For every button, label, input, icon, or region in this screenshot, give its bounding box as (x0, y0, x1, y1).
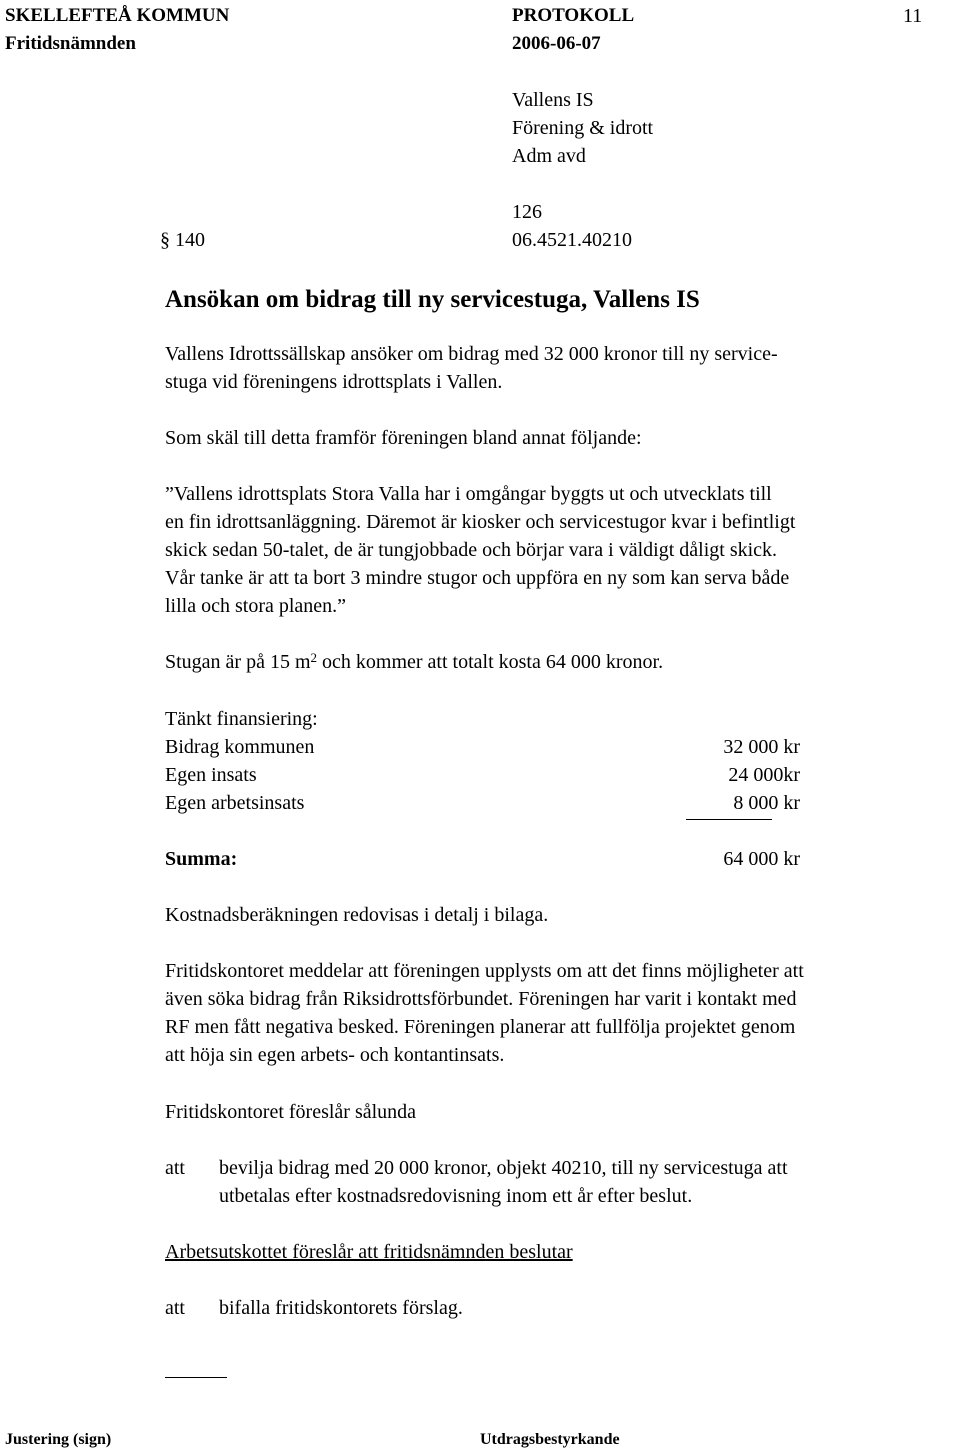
committee-proposal-keyword: att (165, 1297, 185, 1319)
committee-proposal-heading: Arbetsutskottet föreslår att fritidsnämnden beslutar (165, 1241, 573, 1263)
footer-signature-label: Justering (sign) (5, 1431, 112, 1448)
financing-label-own-contribution: Egen insats (165, 764, 257, 786)
footer-certification-label: Utdragsbestyrkande (480, 1431, 620, 1448)
quote-line-1: ”Vallens idrottsplats Stora Valla har i omgångar byggts ut och utvecklats till (165, 483, 772, 505)
document-title: Ansökan om bidrag till ny servicestuga, Vallens IS (165, 286, 700, 313)
size-sentence (165, 648, 663, 676)
committee-name: Fritidsnämnden (5, 33, 136, 54)
recipient-dept: Förening & idrott (512, 117, 654, 139)
financing-heading: Tänkt finansiering: (165, 708, 318, 730)
financing-label-municipal-grant: Bidrag kommunen (165, 736, 315, 758)
office-statement-line-4: att höja sin egen arbets- och kontantinsats. (165, 1044, 505, 1066)
diary-number: 06.4521.40210 (512, 229, 632, 251)
intro-line-2: stuga vid föreningens idrottsplats i Vallen. (165, 371, 503, 393)
financing-total-amount: 64 000 kr (723, 848, 800, 870)
committee-proposal-text: bifalla fritidskontorets förslag. (219, 1297, 463, 1319)
office-statement-line-3: RF men fått negativa besked. Föreningen planerar att fullfölja projektet genom (165, 1016, 796, 1038)
quote-line-5: lilla och stora planen.” (165, 595, 347, 617)
financing-amount-own-contribution: 24 000kr (728, 764, 800, 786)
square-superscript: 2 (310, 650, 318, 665)
separator-rule (165, 1377, 227, 1378)
size-sentence-end: och kommer att totalt kosta 64 000 kronor. (317, 651, 664, 673)
document-type: PROTOKOLL (512, 5, 635, 26)
quote-line-4: Vår tanke är att ta bort 3 mindre stugor och uppföra en ny som kan serva både (165, 567, 790, 589)
sum-underline (686, 819, 772, 820)
financing-amount-own-labour: 8 000 kr (733, 792, 800, 814)
quote-line-2: en fin idrottsanläggning. Däremot är kiosker och servicestugor kvar i befintligt (165, 511, 796, 533)
office-statement-line-2: även söka bidrag från Riksidrottsförbundet. Föreningen har varit i kontakt med (165, 988, 797, 1010)
office-proposal-heading: Fritidskontoret föreslår sålunda (165, 1101, 417, 1123)
recipient-unit: Adm avd (512, 145, 586, 167)
financing-label-own-labour: Egen arbetsinsats (165, 792, 305, 814)
intro-line-1: Vallens Idrottssällskap ansöker om bidrag med 32 000 kronor till ny service- (165, 343, 778, 365)
reasons-intro: Som skäl till detta framför föreningen bland annat följande: (165, 427, 642, 449)
office-proposal-line-2: utbetalas efter kostnadsredovisning inom ett år efter beslut. (219, 1185, 693, 1207)
recipient-org: Vallens IS (512, 89, 594, 111)
financing-total-label: Summa: (165, 848, 238, 870)
paragraph-number: § 140 (160, 229, 205, 251)
financing-amount-municipal-grant: 32 000 kr (723, 736, 800, 758)
case-number: 126 (512, 201, 542, 223)
municipality-name: SKELLEFTEÅ KOMMUN (5, 5, 230, 26)
quote-line-3: skick sedan 50-talet, de är tungjobbade och börjar vara i väldigt dåligt skick. (165, 539, 778, 561)
meeting-date: 2006-06-07 (512, 33, 601, 54)
page-number: 11 (903, 5, 923, 27)
size-sentence-start: Stugan är på 15 m (165, 651, 311, 673)
office-proposal-line-1: bevilja bidrag med 20 000 kronor, objekt 40210, till ny servicestuga att (219, 1157, 788, 1179)
office-statement-line-1: Fritidskontoret meddelar att föreningen upplysts om att det finns möjligheter att (165, 960, 804, 982)
office-proposal-keyword: att (165, 1157, 185, 1179)
cost-note: Kostnadsberäkningen redovisas i detalj i bilaga. (165, 904, 549, 926)
